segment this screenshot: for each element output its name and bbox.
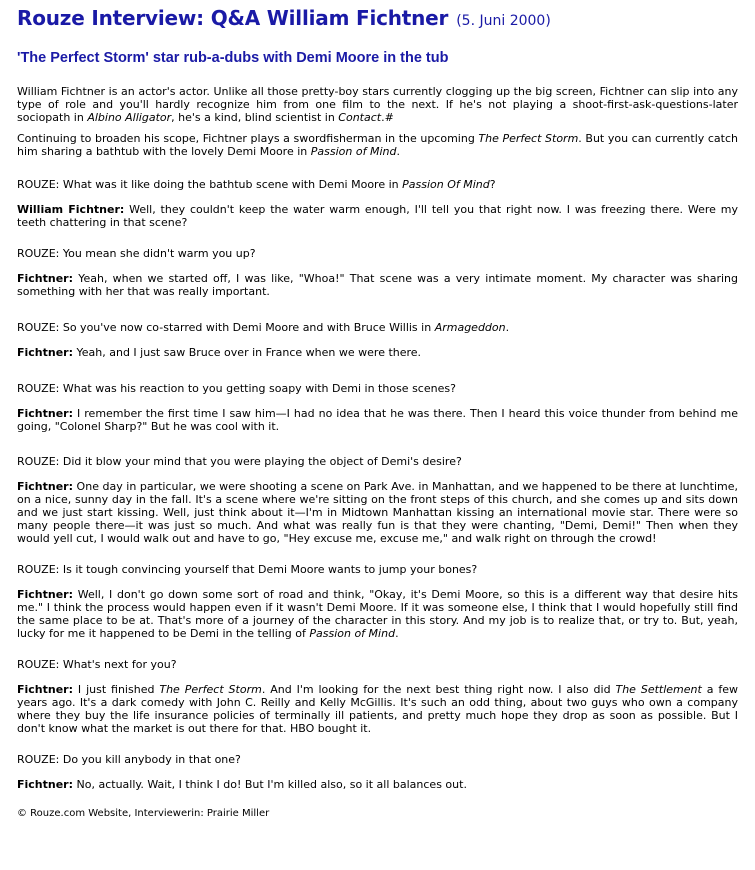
answer-text: I just finished (73, 683, 160, 696)
film-title: Contact (338, 111, 382, 124)
intro-paragraph (17, 85, 738, 124)
interview-answer (17, 346, 738, 359)
answer-text: . (395, 627, 399, 640)
question-text: ROUZE: So you've now co-starred with Demi Moore and with Bruce Willis in (17, 321, 435, 334)
intro-paragraph (17, 132, 738, 158)
answer-text: Well, they couldn't keep the water warm enough, I'll tell you that right now. I was freezing there. Were my teeth chattering in that scene? (17, 203, 738, 229)
interview-answer (17, 407, 738, 433)
speaker-label: William Fichtner: (17, 203, 125, 216)
film-title: Passion of Mind (310, 145, 397, 158)
title-line (17, 6, 738, 42)
question-text: ROUZE: What was it like doing the bathtub scene with Demi Moore in (17, 178, 403, 191)
interview-answer (17, 272, 738, 298)
intro-text: Continuing to broaden his scope, Fichtner plays a swordfisherman in the upcoming (17, 132, 479, 145)
speaker-label: Fichtner: (17, 346, 74, 359)
question-text: ROUZE: What was his reaction to you getting soapy with Demi in those scenes? (17, 382, 456, 395)
film-title: The Settlement (615, 683, 702, 696)
speaker-label: Fichtner: (17, 407, 74, 420)
intro-text: William Fichtner is an actor's actor. Unlike all those pretty-boy stars currently clogging up the big screen, Fichtner can slip into any type of role and you'll hardly recognize him from one film to the next. If he's not playing a shoot-first-ask-questions-later sociopath in (17, 85, 738, 124)
interview-question (17, 178, 738, 191)
interview-answer (17, 480, 738, 545)
film-title: The Perfect Storm (159, 683, 262, 696)
answer-text: I remember the first time I saw him—I had no idea that he was there. Then I heard this voice thunder from behind me going, "Colonel Sharp?" But he was cool with it. (17, 407, 738, 433)
interview-question (17, 753, 738, 766)
answer-text: Yeah, and I just saw Bruce over in France when we were there. (73, 346, 422, 359)
film-title: Passion of Mind (309, 627, 396, 640)
answer-text: No, actually. Wait, I think I do! But I'm killed also, so it all balances out. (73, 778, 467, 791)
intro-text: , he's a kind, blind scientist in (171, 111, 339, 124)
question-text: ROUZE: Did it blow your mind that you were playing the object of Demi's desire? (17, 455, 462, 468)
page-title: Rouze Interview: Q&A William Fichtner (17, 6, 449, 30)
film-title: Passion Of Mind (402, 178, 490, 191)
speaker-label: Fichtner: (17, 588, 74, 601)
question-text: ? (489, 178, 496, 191)
publish-date: (5. Juni 2000) (456, 13, 551, 29)
interview-answer (17, 683, 738, 735)
interview-question (17, 658, 738, 671)
speaker-label: Fichtner: (17, 272, 74, 285)
intro-text: . (396, 145, 400, 158)
copyright-footer: © Rouze.com Website, Interviewerin: Prairie Miller (17, 808, 270, 819)
film-title: The Perfect Storm (478, 132, 579, 145)
answer-text: Well, I don't go down some sort of road and think, "Okay, it's Demi Moore, so this is a different way that desire hits me." I think the process would happen even if it wasn't Demi Moore. If it was someone else, I think that I would hopefully still find the same place to be at. That's more of a journey of the character in this story. And my job is to realize that, or try to. But, yeah, lucky for me it happened to be Demi in the telling of (17, 588, 738, 640)
speaker-label: Fichtner: (17, 778, 74, 791)
interview-question (17, 455, 738, 468)
interview-answer (17, 588, 738, 640)
question-text: ROUZE: What's next for you? (17, 658, 177, 671)
interview-question (17, 563, 738, 576)
speaker-label: Fichtner: (17, 480, 74, 493)
page-subtitle: 'The Perfect Storm' star rub-a-dubs with Demi Moore in the tub (17, 50, 449, 66)
film-title: Albino Alligator (87, 111, 172, 124)
question-text: ROUZE: Is it tough convincing yourself that Demi Moore wants to jump your bones? (17, 563, 478, 576)
question-text: ROUZE: You mean she didn't warm you up? (17, 247, 256, 260)
answer-text: a few years ago. It's a dark comedy with John C. Reilly and Kelly McGillis. It's such an odd thing, about two guys who own a company where they buy the life insurance policies of terminally ill patients, and pretty much hope they drop as soon as possible. But I don't know what the market is out there for that. HBO bought it. (17, 683, 738, 735)
interview-question (17, 382, 738, 395)
interview-question (17, 247, 738, 260)
answer-text: One day in particular, we were shooting a scene on Park Ave. in Manhattan, and we happened to be there at lunchtime, on a nice, sunny day in the fall. It's a scene where we're sitting on the front steps of this church, and she comes up and sits down and we just start kissing. Well, just think about it—I'm in Midtown Manhattan kissing an international movie star. There were so many people there—it was just so much. And what was really fun is that they were chanting, "Demi, Demi!" Then when they would yell cut, I would walk out and have to go, "Hey excuse me, excuse me," and walk right on through the crowd! (17, 480, 738, 545)
answer-text: . And I'm looking for the next best thing right now. I also did (261, 683, 616, 696)
interview-answer (17, 203, 738, 229)
interview-question (17, 321, 738, 334)
intro-text: . But you can currently catch him sharing a bathtub with the lovely Demi Moore in (17, 132, 739, 158)
answer-text: Yeah, when we started off, I was like, "Whoa!" That scene was a very intimate moment. My character was sharing something with her that was really important. (17, 272, 738, 298)
intro-text: .# (381, 111, 394, 124)
film-title: Armageddon (434, 321, 506, 334)
question-text: ROUZE: Do you kill anybody in that one? (17, 753, 241, 766)
speaker-label: Fichtner: (17, 683, 74, 696)
question-text: . (505, 321, 510, 334)
interview-answer (17, 778, 738, 791)
